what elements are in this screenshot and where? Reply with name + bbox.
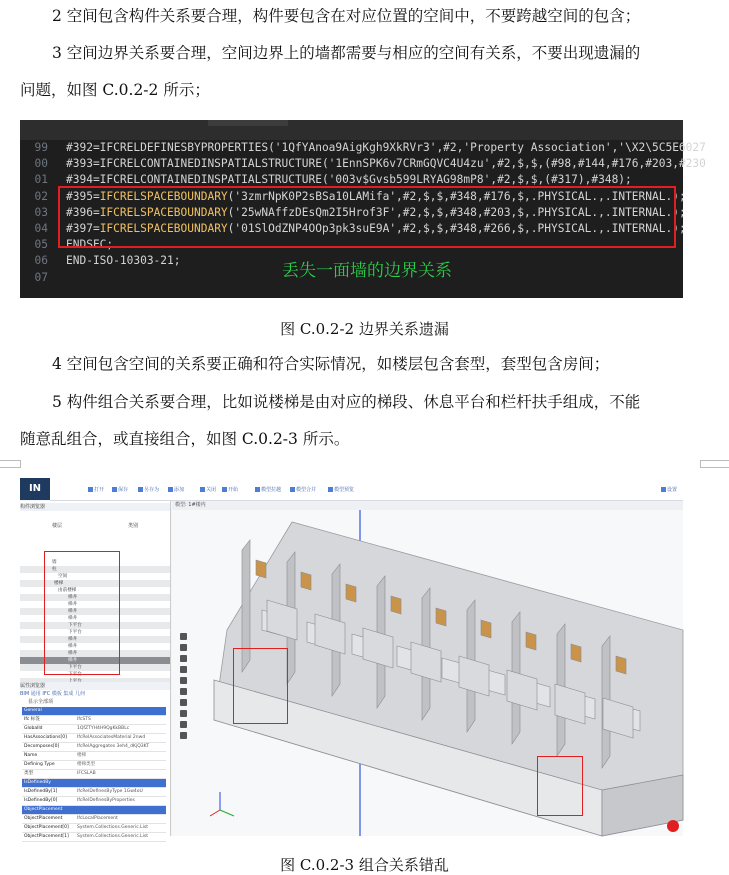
code-text: ENDSEC;	[66, 238, 114, 252]
viewport-tab[interactable]: 模型: 1#楼内	[172, 501, 683, 510]
tree-item[interactable]: 空间	[58, 574, 68, 579]
gear-icon	[661, 487, 666, 492]
toolbar-icon	[168, 487, 173, 492]
bim-app-screenshot	[20, 478, 683, 839]
paragraph-5-line2: 随意乱组合，或直接组合，如图 C.0.2-3 所示。	[20, 430, 350, 448]
tree-item[interactable]: 梯井	[68, 616, 78, 621]
tab-category[interactable]: 类别	[128, 523, 139, 529]
page-break-marker	[0, 460, 729, 466]
code-text: #394=IFCRELCONTAINEDINSPATIALSTRUCTURE('003v$Gvsb599LRYAG98mP8',#2,$,$,(#317),#348);	[66, 173, 632, 187]
tree-item[interactable]: 下平台	[20, 622, 170, 629]
property-row[interactable]: HasAssociations[0] IfcRelAssociatesMaterial 2nwd	[22, 734, 166, 743]
tree-item[interactable]: 梯井	[20, 650, 170, 657]
code-keyword: IFCRELSPACEBOUNDARY	[99, 205, 228, 219]
property-group-header[interactable]: ObjectPlacement	[22, 806, 166, 815]
browser-tabs	[20, 522, 170, 530]
tree-item[interactable]: 墙	[52, 560, 57, 565]
toolbar-icon	[290, 487, 295, 492]
code-text: #397=	[66, 222, 100, 235]
property-row[interactable]: GlobalId 1QfZTYH4H9QgKkBBLc	[22, 725, 166, 734]
code-text: #396=	[66, 205, 100, 219]
code-line	[20, 270, 66, 286]
code-text: #393=IFCRELCONTAINEDINSPATIALSTRUCTURE('1EnnSPK6v7CRmGQVC4U4zu',#2,$,$,(#98,#144,#176,#203,#230	[66, 157, 706, 171]
property-row[interactable]: IsDefinedBy[1] IfcRelDefinesByType 1Gw4oU	[22, 788, 166, 797]
paragraph-3-line2: 问题，如图 C.0.2-2 所示；	[20, 81, 210, 99]
tree-item[interactable]: 下平台	[68, 672, 82, 677]
paragraph-2: 2 空间包含构件关系要合理，构件要包含在对应位置的空间中，不要跨越空间的包含；	[52, 7, 641, 25]
property-group-header[interactable]: IsDefinedBy	[22, 779, 166, 788]
viewport-tool-button[interactable]	[180, 688, 187, 695]
line-number: 07	[34, 270, 48, 284]
tree-item[interactable]: 梯井	[68, 644, 78, 649]
viewport-tool-button[interactable]	[180, 655, 187, 662]
component-browser-title: 构件浏览器	[20, 503, 170, 511]
tree-item[interactable]: 柱	[20, 566, 170, 573]
viewport-tool-button[interactable]	[180, 677, 187, 684]
toolbar-icon	[328, 487, 333, 492]
code-annotation: 丢失一面墙的边界关系	[282, 261, 452, 281]
code-text: ('25wNAffzDEsQm2I5Hrof3F',#2,$,$,#348,#203,$,.PHYSICAL.,.INTERNAL.);	[227, 205, 686, 219]
tree-item[interactable]: 下平台	[20, 664, 170, 671]
code-text: ('01SlOdZNP4OOp3pk3suE9A',#2,$,$,#348,#266,$,.PHYSICAL.,.INTERNAL.);	[227, 222, 686, 235]
paragraph-5-line1: 5 构件组合关系要合理，比如说楼梯是由对应的梯段、休息平台和栏杆扶手组成，不能	[52, 393, 641, 411]
toolbar-icon	[222, 487, 227, 492]
code-keyword: IFCRELSPACEBOUNDARY	[99, 222, 228, 235]
line-number: 02	[34, 189, 48, 203]
code-line	[20, 156, 706, 172]
property-row[interactable]: ObjectPlacement IfcLocalPlacement	[22, 815, 166, 824]
code-keyword: IFCRELSPACEBOUNDARY	[99, 189, 228, 203]
property-row[interactable]: ObjectPlacement[0] System.Collections.Generic.List	[22, 824, 166, 833]
line-number: 06	[34, 254, 48, 268]
property-row[interactable]: IsDefinedBy[0] IfcRelDefinesByProperties	[22, 797, 166, 806]
toolbar-button[interactable]: 模型拉越	[255, 486, 281, 493]
property-row[interactable]: Decomposes[0] IfcRelAggregates 3eh4_dKjQ3KT	[22, 743, 166, 752]
line-number: 00	[34, 157, 48, 171]
toolbar-button[interactable]: 模型合并	[290, 486, 316, 493]
property-row[interactable]: Name 楼梯	[22, 752, 166, 761]
paragraph-4: 4 空间包含空间的关系要正确和符合实际情况，如楼层包含套型，套型包含房间；	[52, 355, 610, 373]
tab-floors[interactable]: 楼层	[52, 523, 63, 529]
code-text: ('3zmrNpK0P2sBSa10LAMifa',#2,$,$,#348,#176,$,.PHYSICAL.,.INTERNAL.);	[227, 189, 686, 203]
code-text: #395=	[66, 189, 100, 203]
tree-item[interactable]: 楼梯	[20, 580, 170, 587]
toolbar-icon	[88, 487, 93, 492]
toolbar-icon	[138, 487, 143, 492]
highlight-box	[58, 186, 676, 248]
toolbar-button[interactable]: 添加	[168, 486, 184, 493]
line-number: 99	[34, 141, 48, 154]
highlight-box-stair-1	[233, 648, 288, 724]
property-row[interactable]: Defining Type 楼梯类型	[22, 761, 166, 770]
toolbar-icon	[255, 487, 260, 492]
line-number: 05	[34, 238, 48, 252]
editor-topbar	[20, 120, 683, 140]
tree-item[interactable]: 由前楼梯	[58, 588, 77, 593]
tree-item[interactable]: 梯井	[68, 602, 78, 607]
property-row[interactable]: Ifc 标签 IfcSTS	[22, 716, 166, 725]
viewport-tool-button[interactable]	[180, 732, 187, 739]
viewport-tool-button[interactable]	[180, 666, 187, 673]
toolbar-button[interactable]: 关闭	[200, 486, 216, 493]
viewport-tool-button[interactable]	[180, 644, 187, 651]
tree-item[interactable]: 梯井	[20, 636, 170, 643]
viewport-tool-button[interactable]	[180, 633, 187, 640]
tree-item[interactable]: 梯井	[20, 608, 170, 615]
viewport-tool-button[interactable]	[180, 710, 187, 717]
figure-caption-c022: 图 C.0.2-2 边界关系遗漏	[280, 320, 449, 338]
line-number: 01	[34, 173, 48, 187]
property-row[interactable]: ObjectPlacement[1] System.Collections.Generic.List	[22, 833, 166, 842]
code-line	[20, 140, 706, 156]
property-row[interactable]: 类型 IFCSLAB	[22, 770, 166, 779]
viewport-tool-button[interactable]	[180, 721, 187, 728]
property-tabs[interactable]: BIM 通用 IFC 模板 集成 几何	[20, 690, 170, 698]
tree-item[interactable]: 梯井	[20, 657, 170, 664]
paragraph-3-line1: 3 空间边界关系要合理，空间边界上的墙都需要与相应的空间有关系，不要出现遗漏的	[52, 44, 641, 62]
toolbar-icon	[200, 487, 205, 492]
code-editor-screenshot	[20, 120, 706, 298]
code-line	[20, 253, 181, 269]
app-logo: IN	[20, 478, 50, 500]
property-group-header[interactable]: General	[22, 707, 166, 716]
highlight-box-stair-2	[537, 756, 583, 816]
viewport-tool-button[interactable]	[180, 699, 187, 706]
property-browser-title: 属性浏览器	[20, 682, 170, 690]
tree-item[interactable]: 下平台	[68, 630, 82, 635]
tree-item[interactable]: 梯井	[20, 594, 170, 601]
highlight-box-tree	[44, 551, 120, 675]
toolbar-button[interactable]: 打开	[88, 486, 104, 493]
line-number: 03	[34, 205, 48, 219]
line-number: 04	[34, 222, 48, 235]
app-toolbar	[50, 478, 683, 501]
code-text: END-ISO-10303-21;	[66, 254, 181, 268]
toolbar-button[interactable]: 开始	[222, 486, 238, 493]
toolbar-icon	[112, 487, 117, 492]
code-text: #392=IFCRELDEFINESBYPROPERTIES('1QfYAnoa9AigKgh9XkRVr3',#2,'Property Association','\X2\5C5E6027	[66, 141, 706, 154]
settings-button[interactable]: 设置	[661, 486, 677, 493]
property-filter[interactable]: 显示全部项	[20, 698, 170, 706]
figure-caption-c023: 图 C.0.2-3 组合关系错乱	[280, 856, 449, 874]
toolbar-button[interactable]: 模型预览	[328, 486, 354, 493]
toolbar-button[interactable]: 保存	[112, 486, 128, 493]
toolbar-button[interactable]: 另存为	[138, 486, 159, 493]
editor-tab	[208, 120, 288, 126]
